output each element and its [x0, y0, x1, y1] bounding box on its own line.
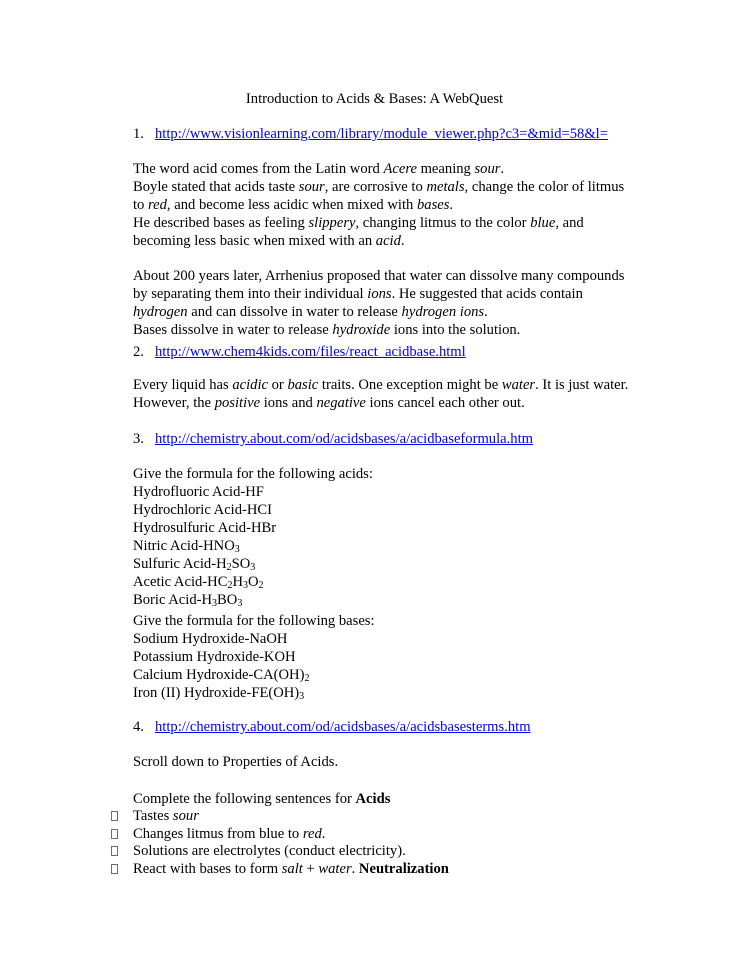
acid-item: Hydrofluoric Acid-HF — [133, 484, 264, 500]
list-item: Tastes sour — [111, 808, 449, 826]
section-number: 3. — [133, 431, 144, 447]
section-1-link[interactable]: http://www.visionlearning.com/library/module_viewer.php?c3=&mid=58&l= — [155, 126, 608, 142]
paragraph-acid-origin: The word acid comes from the Latin word Acere meaning sour. Boyle stated that acids taste sour, are corrosive to metals, change the color of litmus to red, and become less acidic when mixed with bases. He described bases as feeling slippery, changing litmus to the color blue, and becoming less basic when mixed with an acid. — [133, 161, 625, 249]
section-4-link[interactable]: http://chemistry.about.com/od/acidsbases/a/acidsbasesterms.htm — [155, 719, 531, 735]
section-2-link[interactable]: http://www.chem4kids.com/files/react_acidbase.html — [155, 344, 466, 360]
base-formula-list — [133, 612, 375, 702]
section-2 — [133, 343, 466, 361]
paragraph-arrhenius: About 200 years later, Arrhenius proposed that water can dissolve many compounds by separating them into their individual ions. He suggested that acids contain hydrogen and can dissolve in water to release hydrogen ions. Bases dissolve in water to release hydroxide ions into the solution. — [133, 268, 625, 338]
page-title: Introduction to Acids & Bases: A WebQuest — [245, 91, 504, 107]
checkbox-icon — [111, 846, 118, 856]
base-item: Sodium Hydroxide-NaOH — [133, 631, 288, 647]
list-item: React with bases to form salt + water. Neutralization — [111, 861, 449, 879]
section-number: 2. — [133, 344, 144, 360]
bases-heading: Give the formula for the following bases: — [133, 613, 375, 629]
section-number: 1. — [133, 126, 144, 142]
acid-item: Boric Acid-$H_3BO_3$ — [133, 592, 243, 609]
section-number: 4. — [133, 719, 144, 735]
acid-item: Hydrosulfuric Acid-HBr — [133, 520, 277, 536]
checkbox-icon — [111, 864, 118, 874]
acid-item: Nitric Acid-$HNO_3$ — [133, 538, 240, 555]
checkbox-icon — [111, 829, 118, 839]
acid-formula-list — [133, 465, 373, 609]
acid-item: Sulfuric Acid-$H_2SO_3$ — [133, 556, 256, 573]
checkbox-icon — [111, 811, 118, 821]
section-3-link[interactable]: http://chemistry.about.com/od/acidsbases/a/acidbaseformula.htm — [155, 431, 533, 447]
base-item: Calcium Hydroxide-$CA(OH)_2$ — [133, 667, 310, 684]
complete-instruction: Complete the following sentences for Acids — [133, 791, 391, 807]
base-item: Potassium Hydroxide-KOH — [133, 649, 296, 665]
paragraph-liquid-traits: Every liquid has acidic or basic traits. One exception might be water. It is just water. However, the positive ions and negative ions cancel each other out. — [133, 377, 629, 411]
scroll-instruction: Scroll down to Properties of Acids. — [133, 754, 339, 770]
section-3 — [133, 430, 533, 448]
list-item: Changes litmus from blue to red. — [111, 826, 449, 844]
base-item: Iron (II) Hydroxide-$FE(OH)_3$ — [133, 685, 305, 702]
section-1 — [133, 125, 608, 143]
section-4 — [133, 718, 531, 736]
acid-item: Hydrochloric Acid-HCI — [133, 502, 273, 518]
acids-heading: Give the formula for the following acids: — [133, 466, 373, 482]
acid-properties-list — [111, 808, 449, 878]
list-item: Solutions are electrolytes (conduct electricity). — [111, 843, 449, 861]
acid-item: Acetic Acid-$HC_2H_3O_2$ — [133, 574, 264, 591]
